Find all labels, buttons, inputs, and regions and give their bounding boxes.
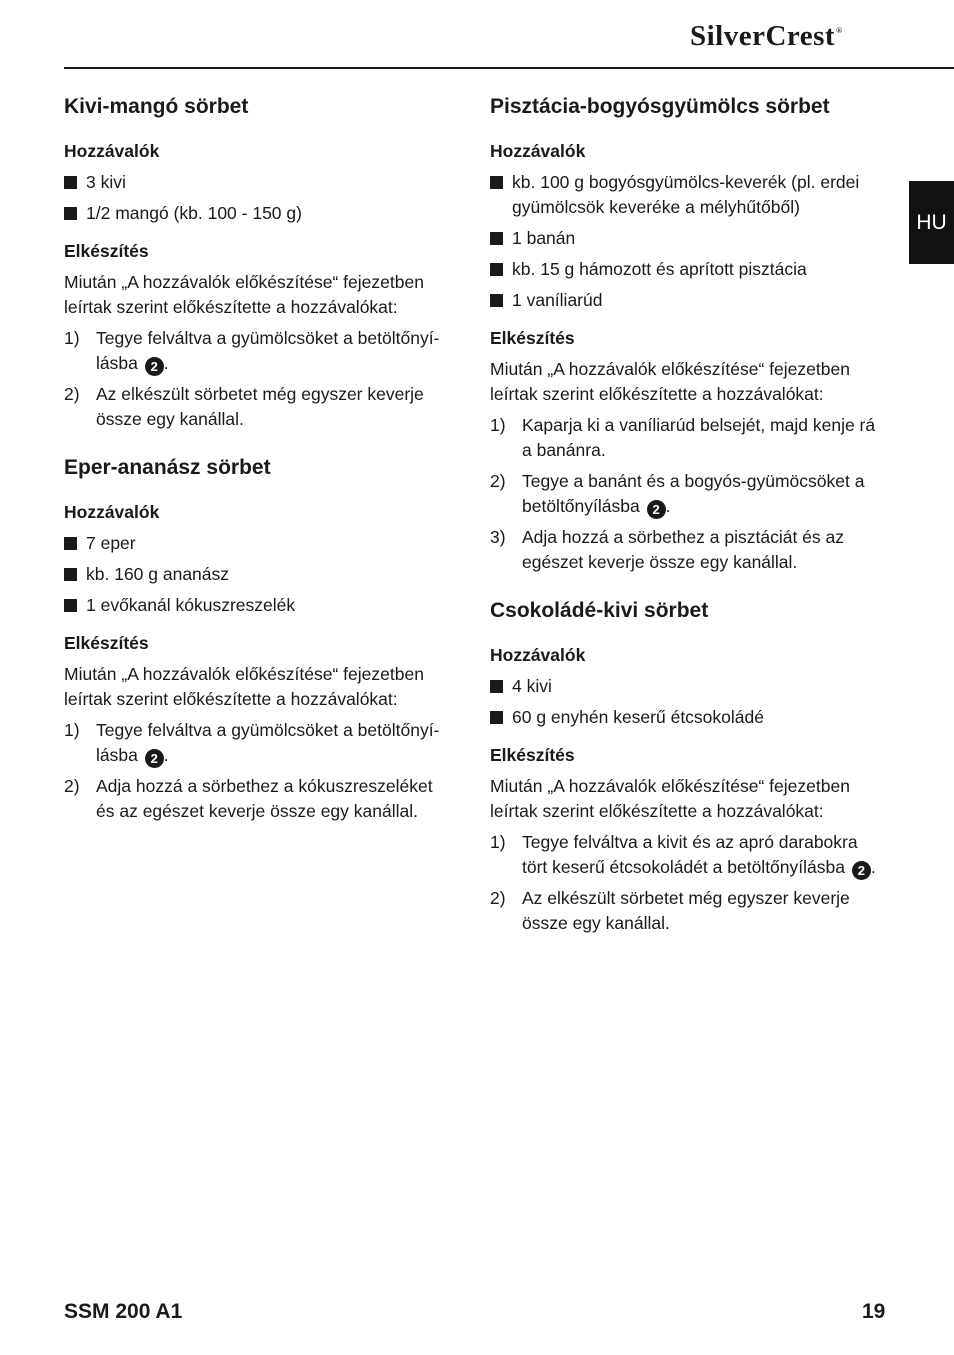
ingredient-text: 4 kivi: [512, 676, 552, 696]
step-item: [64, 326, 444, 376]
bullet-square-icon: [64, 568, 77, 581]
part-number-badge: 2: [145, 357, 164, 376]
step-text: Tegye felváltva a kivit és az apró darabokra tört keserű étcsokoládét a betöltőnyílásba: [522, 832, 858, 877]
ingredient-list: [490, 170, 885, 313]
step-list: [490, 830, 885, 936]
preparation-heading: Elkészítés: [490, 328, 575, 348]
ingredient-text: 7 eper: [86, 533, 136, 553]
ingredients-heading: Hozzávalók: [64, 502, 160, 522]
brand-logo: SilverCrest®: [690, 20, 843, 52]
step-text: Az elkészült sörbetet még egyszer keverje össze egy kanállal.: [96, 384, 424, 429]
ingredient-item: [490, 226, 885, 251]
ingredient-item: [64, 201, 444, 226]
language-tab: HU: [909, 181, 954, 264]
step-punct: .: [163, 353, 169, 373]
recipe-title: Eper-ananász sörbet: [64, 456, 271, 479]
ingredient-text: kb. 100 g bogyósgyümölcs-keverék (pl. erdei gyümölcsök keveréke a mélyhűtőből): [512, 172, 860, 217]
right-column: [490, 93, 885, 950]
bullet-square-icon: [490, 263, 503, 276]
recipe-title: Pisztácia-bogyósgyümölcs sörbet: [490, 95, 830, 118]
bullet-square-icon: [490, 232, 503, 245]
recipe-title: Csokoládé-kivi sörbet: [490, 599, 709, 622]
preparation-heading: Elkészítés: [64, 241, 149, 261]
recipe-section: [490, 93, 885, 575]
step-number: 1): [490, 415, 506, 435]
ingredient-text: 3 kivi: [86, 172, 126, 192]
step-punct: .: [665, 496, 671, 516]
ingredient-item: [490, 705, 885, 730]
ingredient-text: 1 vaníliarúd: [512, 290, 603, 310]
ingredient-text: kb. 15 g hámozott és aprított pisztácia: [512, 259, 807, 279]
ingredient-list: [64, 170, 444, 226]
step-item: [64, 774, 444, 824]
preparation-intro: Miután „A hozzávalók előkészítése“ fejezetben leírtak szerint előkészítette a hozzávalókat:: [490, 359, 850, 404]
ingredient-item: [64, 593, 444, 618]
step-number: 3): [490, 527, 506, 547]
part-number-badge: 2: [852, 861, 871, 880]
step-number: 1): [490, 832, 506, 852]
bullet-square-icon: [490, 680, 503, 693]
step-text: Adja hozzá a sörbethez a pisztáciát és az egészet keverje össze egy kanállal.: [522, 527, 844, 572]
step-list: [64, 326, 444, 432]
page-number: 19: [862, 1300, 886, 1323]
ingredient-item: [490, 674, 885, 699]
step-number: 2): [64, 776, 80, 796]
section-gap: [490, 589, 885, 597]
step-number: 2): [490, 471, 506, 491]
step-item: [490, 886, 885, 936]
step-list: [490, 413, 885, 575]
bullet-square-icon: [490, 294, 503, 307]
recipe-section: [490, 589, 885, 936]
step-text: Kaparja ki a vaníliarúd belsejét, majd kenje rá a banánra.: [522, 415, 876, 460]
ingredient-item: [490, 288, 885, 313]
step-text: Adja hozzá a sörbethez a kókuszreszeléket és az egészet keverje össze egy kanállal.: [96, 776, 433, 821]
step-item: [490, 469, 885, 519]
step-item: [490, 525, 885, 575]
step-text: Az elkészült sörbetet még egyszer keverje össze egy kanállal.: [522, 888, 850, 933]
section-gap: [64, 446, 444, 454]
recipe-title: Kivi-mangó sörbet: [64, 95, 249, 118]
ingredient-text: kb. 160 g ananász: [86, 564, 230, 584]
step-item: [64, 382, 444, 432]
ingredient-text: 1 evőkanál kókuszreszelék: [86, 595, 296, 615]
ingredients-heading: Hozzávalók: [64, 141, 160, 161]
ingredients-heading: Hozzávalók: [490, 645, 586, 665]
step-text: Tegye a banánt és a bogyós-gyümöcsöket a betöltőnyílásba: [522, 471, 865, 516]
header-rule: [64, 67, 954, 69]
ingredient-list: [64, 531, 444, 618]
ingredient-item: [64, 170, 444, 195]
footer-model: SSM 200 A1: [64, 1300, 183, 1323]
ingredient-item: [490, 257, 885, 282]
step-text: Tegye felváltva a gyümölcsöket a betöltőnyí-lásba: [96, 328, 440, 373]
ingredient-list: [490, 674, 885, 730]
ingredient-text: 1/2 mangó (kb. 100 - 150 g): [86, 203, 302, 223]
step-number: 2): [64, 384, 80, 404]
preparation-intro: Miután „A hozzávalók előkészítése“ fejezetben leírtak szerint előkészítette a hozzávalókat:: [64, 664, 424, 709]
bullet-square-icon: [64, 207, 77, 220]
step-text: Tegye felváltva a gyümölcsöket a betöltőnyí-lásba: [96, 720, 440, 765]
ingredient-item: [64, 531, 444, 556]
recipe-section: [64, 93, 444, 432]
bullet-square-icon: [490, 176, 503, 189]
step-list: [64, 718, 444, 824]
step-number: 1): [64, 328, 80, 348]
preparation-intro: Miután „A hozzávalók előkészítése“ fejezetben leírtak szerint előkészítette a hozzávalókat:: [64, 272, 424, 317]
part-number-badge: 2: [145, 749, 164, 768]
step-number: 2): [490, 888, 506, 908]
ingredient-item: [490, 170, 885, 220]
bullet-square-icon: [490, 711, 503, 724]
ingredient-text: 60 g enyhén keserű étcsokoládé: [512, 707, 764, 727]
preparation-heading: Elkészítés: [64, 633, 149, 653]
preparation-intro: Miután „A hozzávalók előkészítése“ fejezetben leírtak szerint előkészítette a hozzávalókat:: [490, 776, 850, 821]
recipe-section: [64, 446, 444, 824]
part-number-badge: 2: [647, 500, 666, 519]
bullet-square-icon: [64, 537, 77, 550]
left-column: [64, 93, 444, 838]
bullet-square-icon: [64, 176, 77, 189]
step-item: [64, 718, 444, 768]
step-punct: .: [163, 745, 169, 765]
step-number: 1): [64, 720, 80, 740]
step-item: [490, 830, 885, 880]
step-item: [490, 413, 885, 463]
bullet-square-icon: [64, 599, 77, 612]
ingredient-text: 1 banán: [512, 228, 576, 248]
ingredient-item: [64, 562, 444, 587]
step-punct: .: [870, 857, 876, 877]
preparation-heading: Elkészítés: [490, 745, 575, 765]
ingredients-heading: Hozzávalók: [490, 141, 586, 161]
